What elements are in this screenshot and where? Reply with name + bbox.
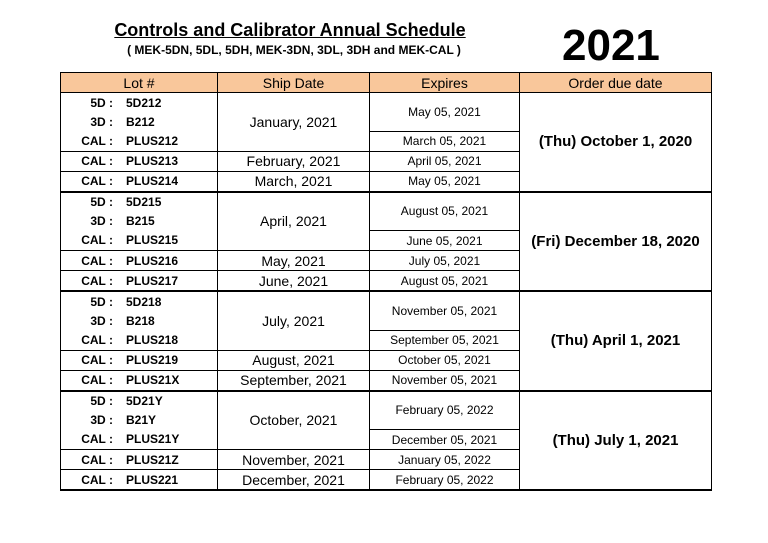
lot-cell — [61, 291, 218, 311]
expires-cell: November 05, 2021 — [370, 370, 520, 391]
expires-cell: December 05, 2021 — [370, 430, 520, 450]
lot-number: 5D212 — [126, 95, 162, 110]
expires-cell: February 05, 2022 — [370, 391, 520, 430]
lot-cell — [61, 151, 218, 171]
ship-date-cell: April, 2021 — [218, 192, 370, 251]
expires-cell: September 05, 2021 — [370, 330, 520, 350]
expires-cell: March 05, 2021 — [370, 131, 520, 151]
ship-date-cell: December, 2021 — [218, 470, 370, 491]
lot-number: 5D215 — [126, 195, 162, 209]
ship-date-cell: July, 2021 — [218, 291, 370, 350]
ship-date-cell: September, 2021 — [218, 370, 370, 391]
lot-number: B212 — [126, 114, 155, 129]
ship-date-cell: February, 2021 — [218, 151, 370, 171]
ship-date-cell: January, 2021 — [218, 93, 370, 152]
lot-number: PLUS21X — [126, 373, 180, 387]
lot-cell — [61, 450, 218, 470]
lot-cell — [61, 411, 218, 430]
lot-cell — [61, 251, 218, 271]
table-row — [61, 291, 712, 311]
expires-cell: May 05, 2021 — [370, 171, 520, 192]
lot-cell — [61, 231, 218, 251]
order-due-cell: (Fri) December 18, 2020 — [520, 192, 712, 292]
lot-prefix: CAL : — [81, 472, 113, 487]
lot-number: 5D21Y — [126, 394, 163, 408]
lot-number: PLUS214 — [126, 174, 179, 188]
ship-date-cell: August, 2021 — [218, 350, 370, 370]
ship-date-cell: May, 2021 — [218, 251, 370, 271]
lot-cell — [61, 391, 218, 411]
lot-prefix: 3D : — [90, 313, 113, 328]
lot-cell — [61, 350, 218, 370]
lot-prefix: 5D : — [90, 195, 113, 209]
table-row — [61, 93, 712, 113]
lot-cell — [61, 212, 218, 231]
lot-number: PLUS219 — [126, 353, 179, 367]
col-order-due: Order due date — [520, 73, 712, 93]
col-lot: Lot # — [61, 73, 218, 93]
col-ship-date: Ship Date — [218, 73, 370, 93]
lot-prefix: CAL : — [81, 233, 113, 248]
lot-cell — [61, 470, 218, 491]
schedule-subtitle: ( MEK-5DN, 5DL, 5DH, MEK-3DN, 3DL, 3DH and MEK-CAL ) — [127, 43, 461, 57]
ship-date-cell: October, 2021 — [218, 391, 370, 450]
expires-cell: April 05, 2021 — [370, 151, 520, 171]
lot-cell — [61, 271, 218, 292]
expires-cell: January 05, 2022 — [370, 450, 520, 470]
lot-cell — [61, 112, 218, 131]
lot-cell — [61, 370, 218, 391]
lot-number: PLUS215 — [126, 233, 179, 248]
expires-cell: July 05, 2021 — [370, 251, 520, 271]
lot-number: PLUS216 — [126, 253, 179, 268]
order-due-cell: (Thu) April 1, 2021 — [520, 291, 712, 391]
lot-cell — [61, 430, 218, 450]
lot-number: PLUS21Z — [126, 452, 179, 467]
lot-prefix: CAL : — [81, 133, 113, 148]
table-row — [61, 391, 712, 411]
schedule-year: 2021 — [562, 21, 660, 70]
lot-prefix: CAL : — [81, 273, 113, 288]
header-row — [61, 73, 712, 93]
lot-number: PLUS217 — [126, 273, 179, 288]
lot-cell — [61, 311, 218, 330]
lot-prefix: CAL : — [81, 174, 113, 188]
lot-cell — [61, 93, 218, 113]
expires-cell: October 05, 2021 — [370, 350, 520, 370]
lot-prefix: CAL : — [81, 452, 113, 467]
lot-prefix: CAL : — [81, 253, 113, 268]
lot-prefix: CAL : — [81, 432, 113, 447]
lot-cell — [61, 192, 218, 212]
ship-date-cell: November, 2021 — [218, 450, 370, 470]
order-due-cell: (Thu) July 1, 2021 — [520, 391, 712, 491]
lot-cell — [61, 131, 218, 151]
expires-cell: February 05, 2022 — [370, 470, 520, 491]
lot-number: 5D218 — [126, 294, 162, 309]
order-due-cell: (Thu) October 1, 2020 — [520, 93, 712, 192]
lot-prefix: CAL : — [81, 154, 113, 168]
ship-date-cell: March, 2021 — [218, 171, 370, 192]
lot-cell — [61, 330, 218, 350]
lot-cell — [61, 171, 218, 192]
schedule-title: Controls and Calibrator Annual Schedule — [114, 20, 466, 40]
col-expires: Expires — [370, 73, 520, 93]
lot-prefix: 5D : — [90, 95, 113, 110]
lot-number: PLUS213 — [126, 154, 179, 168]
expires-cell: November 05, 2021 — [370, 291, 520, 330]
lot-prefix: CAL : — [81, 353, 113, 367]
expires-cell: August 05, 2021 — [370, 271, 520, 292]
ship-date-cell: June, 2021 — [218, 271, 370, 292]
lot-prefix: 5D : — [90, 294, 113, 309]
lot-prefix: 3D : — [90, 214, 113, 228]
lot-number: PLUS212 — [126, 133, 179, 148]
schedule-table — [60, 72, 712, 491]
lot-number: B21Y — [126, 413, 157, 427]
lot-number: PLUS218 — [126, 332, 179, 347]
lot-number: B215 — [126, 214, 155, 228]
lot-prefix: 3D : — [90, 413, 113, 427]
lot-prefix: 5D : — [90, 394, 113, 408]
expires-cell: June 05, 2021 — [370, 231, 520, 251]
table-row — [61, 192, 712, 212]
lot-number: B218 — [126, 313, 155, 328]
lot-number: PLUS221 — [126, 472, 179, 487]
lot-number: PLUS21Y — [126, 432, 180, 447]
lot-prefix: 3D : — [90, 114, 113, 129]
expires-cell: May 05, 2021 — [370, 93, 520, 132]
lot-prefix: CAL : — [81, 332, 113, 347]
lot-prefix: CAL : — [81, 373, 113, 387]
expires-cell: August 05, 2021 — [370, 192, 520, 231]
